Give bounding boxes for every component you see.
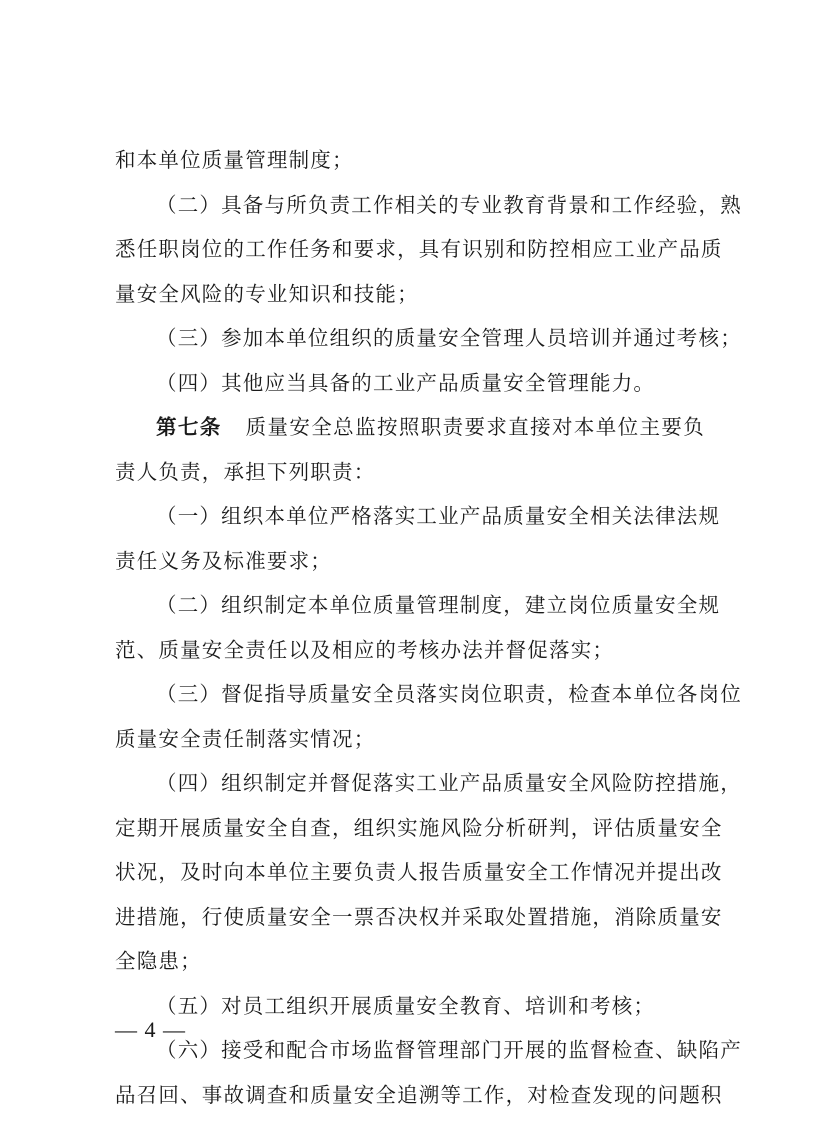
text-line — [115, 1073, 723, 1118]
text-line — [115, 138, 705, 183]
text-line — [115, 850, 723, 895]
line-text: （五）对员工组织开展质量安全教育、培训和考核； — [156, 993, 656, 1018]
line-text: （一）组织本单位严格落实工业产品质量安全相关法律法规 — [156, 504, 721, 528]
text-line — [115, 984, 705, 1029]
text-line — [115, 450, 705, 495]
text-line — [115, 583, 721, 628]
line-text: 状况，及时向本单位主要负责人报告质量安全工作情况并提出改 — [115, 860, 723, 884]
text-line — [115, 1028, 742, 1073]
text-line — [115, 939, 705, 984]
document-body — [115, 138, 742, 1117]
line-text: 量安全风险的专业知识和技能； — [115, 281, 419, 306]
text-line — [115, 717, 705, 762]
line-text: （三）督促指导质量安全员落实岗位职责，检查本单位各岗位 — [156, 682, 742, 706]
text-line — [115, 361, 705, 406]
text-line — [115, 761, 742, 806]
article-number: 第七条 — [156, 415, 222, 439]
line-text: 责任义务及标准要求； — [115, 548, 332, 573]
line-text: 范、质量安全责任以及相应的考核办法并督促落实； — [115, 637, 615, 662]
line-text: （二）组织制定本单位质量管理制度，建立岗位质量安全规 — [156, 593, 721, 617]
text-line — [115, 628, 705, 673]
line-text: （四）其他应当具备的工业产品质量安全管理能力。 — [156, 370, 656, 395]
line-text: （三）参加本单位组织的质量安全管理人员培训并通过考核； — [156, 326, 742, 350]
line-text: 质量安全责任制落实情况； — [115, 726, 376, 751]
line-text: （四）组织制定并督促落实工业产品质量安全风险防控措施， — [156, 771, 742, 795]
line-text: 品召回、事故调查和质量安全追溯等工作，对检查发现的问题积 — [115, 1082, 723, 1107]
text-line — [115, 272, 705, 317]
text-line — [115, 316, 742, 361]
text-line — [115, 539, 705, 584]
text-line — [115, 806, 723, 851]
line-text: （六）接受和配合市场监督管理部门开展的监督检查、缺陷产 — [156, 1038, 742, 1062]
text-line — [115, 895, 723, 940]
text-line — [115, 494, 721, 539]
page-number: — 4 — — [115, 1017, 186, 1042]
line-text: 定期开展质量安全自查，组织实施风险分析研判，评估质量安全 — [115, 815, 723, 840]
line-text: （二）具备与所负责工作相关的专业教育背景和工作经验，熟 — [156, 192, 742, 217]
text-line — [115, 672, 742, 717]
line-text: 全隐患； — [115, 949, 202, 973]
text-line — [115, 227, 723, 272]
article-heading-line — [115, 405, 705, 450]
line-text: 责人负责，承担下列职责： — [115, 459, 376, 484]
line-text: 和本单位质量管理制度； — [115, 148, 354, 172]
line-text: 进措施，行使质量安全一票否决权并采取处置措施，消除质量安 — [115, 904, 723, 929]
line-text: 悉任职岗位的工作任务和要求，具有识别和防控相应工业产品质 — [115, 237, 723, 261]
text-line — [115, 183, 742, 228]
line-text: 质量安全总监按照职责要求直接对本单位主要负 — [245, 415, 705, 439]
